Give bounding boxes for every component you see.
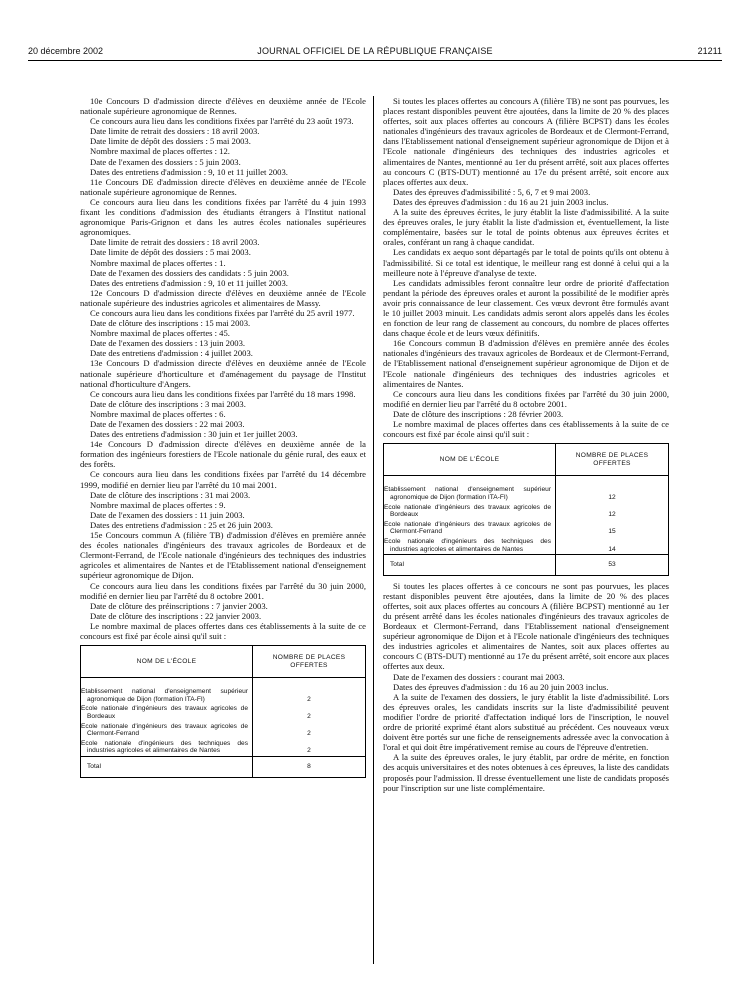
info-line: Date des entretiens d'admission : 4 juillet 2003. — [90, 348, 253, 359]
school-cell: Ecole nationale d'ingénieurs des travaux agricoles de Bordeaux — [384, 503, 556, 520]
paragraph: Le nombre maximal de places offertes dans ces établissements à la suite de ce concours est fixé par école ainsi qu'il suit : — [80, 620, 366, 641]
info-line: Date de clôture des inscriptions : 28 février 2003. — [393, 408, 564, 419]
paragraph: 15e Concours commun A (filière TB) d'admission d'élèves en première année des écoles nationales d'ingénieurs des travaux agricoles de Bordeaux et de Clermont-Ferrand, de l'Ecole nationale d'ingénieurs des techniques des industries agricoles et alimentaires de Nantes et de l'Etablissement national d'enseignement supérieur agronomique de Dijon. — [80, 530, 366, 581]
table-row — [81, 678, 366, 705]
paragraph: 16e Concours commun B d'admission d'élèves en première année des écoles nationales d'ingénieurs des travaux agricoles de Bordeaux et de Clermont-Ferrand, de l'Etablissement national d'enseignement supérieur agronomique de Dijon et de l'Ecole nationale d'ingénieurs des techniques des industries agricoles et alimentaires de Nantes. — [383, 338, 669, 389]
places-cell: 2 — [253, 739, 366, 757]
places-cell: 2 — [253, 704, 366, 721]
page-header — [28, 46, 722, 60]
info-line: Dates des épreuves d'admission : du 16 au 20 juin 2003 inclus. — [393, 681, 609, 692]
info-line: Date de clôture des inscriptions : 15 mai 2003. — [90, 318, 251, 329]
info-line: Dates des entretiens d'admission : 9, 10 et 11 juillet 2003. — [90, 277, 288, 288]
paragraph: A la suite des épreuves écrites, le jury établit la liste d'admissibilité. A la suite des épreuves orales, le jury établit la liste d'admission et, éventuellement, la liste complémentaire, basées sur le total de points obtenus aux épreuves écrites et orales, conférant un rang à chaque candidat. — [383, 207, 669, 248]
info-line: Date limite de dépôt des dossiers : 5 mai 2003. — [90, 136, 251, 147]
paragraph: Ce concours aura lieu dans les conditions fixées par l'arrêté du 30 juin 2000, modifié en dernier lieu par l'arrêté du 8 octobre 2001. — [383, 388, 669, 409]
info-line: Date de clôture des inscriptions : 22 janvier 2003. — [90, 610, 262, 621]
school-cell: Ecole nationale d'ingénieurs des techniques des industries agricoles et alimentaires de Nantes — [81, 739, 253, 757]
info-line: Date de l'examen des dossiers : 11 juin 2003. — [90, 509, 245, 520]
places-cell: 2 — [253, 678, 366, 705]
info-line: Date limite de dépôt des dossiers : 5 mai 2003. — [90, 247, 251, 258]
school-cell: Ecole nationale d'ingénieurs des travaux agricoles de Clermont-Ferrand — [81, 722, 253, 739]
paragraph: Ce concours aura lieu dans les conditions fixées par l'arrêté du 18 mars 1998. — [90, 388, 356, 399]
table-row — [384, 537, 669, 555]
paragraph: Ce concours aura lieu dans les conditions fixées par l'arrêté du 14 décembre 1999, modifié en dernier lieu par l'arrêté du 10 mai 2001. — [80, 469, 366, 490]
table-total-row — [384, 555, 669, 576]
header-rule — [28, 60, 722, 61]
school-cell: Etablissement national d'enseignement supérieur agronomique de Dijon (formation ITA-FI) — [81, 678, 253, 705]
paragraph: A la suite de l'examen des dossiers, le jury établit la liste d'admissibilité. Lors des épreuves orales, les candidats inscrits sur la liste d'admissibilité peuvent modifier l'ordre de priorité d'affectation indiqué lors de l'inscription, le nouvel ordre de priorité exprimé étant alors substitué au précédent. Ces nouveaux vœux doivent être portés sur une fiche de renseignements adressée avec la convocation à l'oral et qui doit être impérativement remise au cours de l'épreuve d'entretien. — [383, 691, 669, 753]
left-column — [80, 96, 366, 783]
places-cell: 14 — [556, 537, 669, 555]
paragraph: 13e Concours D d'admission directe d'élèves en deuxième année de l'Ecole nationale supérieure d'horticulture et d'aménagement du paysage de l'Institut national d'horticulture d'Angers. — [80, 358, 366, 389]
places-cell: 12 — [556, 503, 669, 520]
table-header-row — [384, 444, 669, 476]
paragraph: Ce concours aura lieu dans les conditions fixées par l'arrêté du 4 juin 1993 fixant les conditions d'admission des étudiants étrangers à l'Institut national agronomique Paris-Grignon et dans les autres écoles nationales supérieures agronomiques. — [80, 196, 366, 238]
info-line: Nombre maximal de places offertes : 6. — [90, 408, 226, 419]
info-line: Date de l'examen des dossiers : 13 juin 2003. — [90, 338, 246, 349]
column-header-school: NOM DE L'ÉCOLE — [81, 646, 253, 678]
column-header-places: NOMBRE DE PLACES OFFERTES — [556, 444, 669, 476]
info-line: Dates des épreuves d'admissibilité : 5, 6, 7 et 9 mai 2003. — [393, 186, 591, 197]
journal-title: JOURNAL OFFICIEL DE LA RÉPUBLIQUE FRANÇAISE — [257, 46, 493, 56]
table-total-row — [81, 757, 366, 778]
paragraph: 14e Concours D d'admission directe d'élèves en deuxième année de la formation des ingénieurs forestiers de l'Ecole nationale du génie rural, des eaux et des forêts. — [80, 439, 366, 470]
places-cell: 15 — [556, 520, 669, 537]
page-number: 21211 — [697, 46, 722, 56]
paragraph: Ce concours aura lieu dans les conditions fixées par l'arrêté du 30 juin 2000, modifié en dernier lieu par l'arrêté du 8 octobre 2001. — [80, 580, 366, 601]
total-label: Total — [384, 555, 556, 576]
info-line: Date de l'examen des dossiers : 5 juin 2003. — [90, 156, 241, 167]
info-line: Date de l'examen des dossiers : 22 mai 2003. — [90, 419, 245, 429]
places-table — [80, 645, 366, 778]
table-row — [384, 476, 669, 503]
paragraph: 11e Concours DE d'admission directe d'élèves en deuxième année de l'Ecole nationale supérieure agronomique de Rennes. — [80, 176, 366, 197]
paragraph: Si toutes les places offertes au concours A (filière TB) ne sont pas pourvues, les places restant disponibles peuvent être ajoutées, dans la limite de 20 % des places offertes, soit aux places offertes au concours A (filière BCPST) dans les écoles nationales d'ingénieurs des travaux agricoles de Bordeaux et de Clermont-Ferrand, dans l'Etablissement national d'enseignement supérieur agronomique de Dijon et à l'Ecole nationale d'ingénieurs des techniques des industries agricoles et alimentaires de Nantes, mentionné au 1er du présent arrêté, soit aux places offertes au concours C (BTS-DUT) mentionné au 17e du présent arrêté, soit encore aux places offertes aux deux. — [383, 96, 669, 187]
places-table — [383, 443, 669, 576]
table-header-row — [81, 646, 366, 678]
info-line: Date de l'examen des dossiers des candidats : 5 juin 2003. — [90, 267, 289, 278]
school-cell: Etablissement national d'enseignement supérieur agronomique de Dijon (formation ITA-FI) — [384, 476, 556, 503]
column-header-places: NOMBRE DE PLACES OFFERTES — [253, 646, 366, 678]
paragraph: Le nombre maximal de places offertes dans ces établissements à la suite de ce concours est fixé par école ainsi qu'il suit : — [383, 419, 669, 440]
info-line: Date de clôture des préinscriptions : 7 janvier 2003. — [90, 600, 268, 611]
paragraph: Si toutes les places offertes à ce concours ne sont pas pourvues, les places restant disponibles peuvent être ajoutées, dans la limite de 20 % des places offertes, soit aux places offertes au concours A (filière BCPST) mentionné au 1er du présent arrêté dans les écoles nationales d'ingénieurs des travaux agricoles de Bordeaux et Clermont-Ferrand, dans l'Etablissement national d'enseignement supérieur agronomique de Dijon et à l'Ecole nationale d'ingénieurs des techniques des industries agricoles et alimentaires de Nantes, soit aux places offertes au concours C (BTS-DUT) mentionné au 17e du présent arrêté, soit encore aux places offertes aux deux. — [383, 580, 669, 672]
total-value: 8 — [253, 757, 366, 778]
info-line: Nombre maximal de places offertes : 9. — [90, 499, 226, 510]
info-line: Nombre maximal de places offertes : 45. — [90, 328, 230, 339]
places-cell: 12 — [556, 476, 669, 503]
info-line: Date de l'examen des dossiers : courant mai 2003. — [393, 671, 565, 682]
column-divider — [373, 96, 374, 964]
info-line: Dates des entretiens d'admission : 9, 10 et 11 juillet 2003. — [90, 166, 288, 177]
paragraph: Les candidats admissibles feront connaître leur ordre de priorité d'affectation pendant la période des épreuves orales et auront la possibilité de le modifier après avoir pris connaissance de leur classement. Ces vœux devront être formulés avant le 10 juillet 2003 minuit. Les candidats admis seront alors appelés dans les écoles en fonction de leur rang de classement au concours, du nombre de places offertes dans chaque école et de leurs vœux définitifs. — [383, 277, 669, 339]
info-line: Dates des entretiens d'admission : 30 juin et 1er juillet 2003. — [90, 429, 298, 440]
table-row — [81, 739, 366, 757]
total-value: 53 — [556, 555, 669, 576]
paragraph: 10e Concours D d'admission directe d'élèves en deuxième année de l'Ecole nationale supérieure agronomique de Rennes. — [80, 96, 366, 117]
right-column — [383, 96, 669, 793]
school-cell: Ecole nationale d'ingénieurs des travaux agricoles de Bordeaux — [81, 704, 253, 721]
info-line: Dates des épreuves d'admission : du 16 au 21 juin 2003 inclus. — [393, 196, 609, 207]
paragraph: Ce concours aura lieu dans les conditions fixées par l'arrêté du 23 août 1973. — [90, 116, 354, 127]
info-line: Nombre maximal de places offertes : 12. — [90, 146, 230, 157]
total-label: Total — [81, 757, 253, 778]
school-cell: Ecole nationale d'ingénieurs des techniques des industries agricoles et alimentaires de Nantes — [384, 537, 556, 555]
table-row — [81, 704, 366, 721]
paragraph: A la suite des épreuves orales, le jury établit, par ordre de mérite, en fonction des acquis universitaires et des notes obtenues à ces épreuves, la liste des candidats proposés pour l'admission. Il dresse éventuellement une liste de candidats proposés pour l'inscription sur une liste complémentaire. — [383, 752, 669, 793]
header-date: 20 décembre 2002 — [28, 46, 104, 56]
info-line: Date limite de retrait des dossiers : 18 avril 2003. — [90, 237, 260, 248]
school-cell: Ecole nationale d'ingénieurs des travaux agricoles de Clermont-Ferrand — [384, 520, 556, 537]
info-line: Date limite de retrait des dossiers : 18 avril 2003. — [90, 126, 260, 137]
info-line: Date de clôture des inscriptions : 3 mai 2003. — [90, 398, 246, 409]
paragraph: Ce concours aura lieu dans les conditions fixées par l'arrêté du 25 avril 1977. — [90, 307, 355, 318]
table-row — [81, 722, 366, 739]
paragraph: Les candidats ex aequo sont départagés par le total de points qu'ils ont obtenu à l'admissibilité. Si ce total est identique, le meilleur rang est donné à celui qui a la meilleure note à l'épreuve d'analyse de texte. — [383, 247, 669, 278]
paragraph: 12e Concours D d'admission directe d'élèves en deuxième année de l'Ecole nationale supérieure des industries agricoles et alimentaires de Massy. — [80, 287, 366, 308]
info-line: Date de clôture des inscriptions : 31 mai 2003. — [90, 489, 251, 500]
table-row — [384, 520, 669, 537]
places-cell: 2 — [253, 722, 366, 739]
column-header-school: NOM DE L'ÉCOLE — [384, 444, 556, 476]
table-row — [384, 503, 669, 520]
info-line: Nombre maximal de places offertes : 1. — [90, 257, 226, 268]
info-line: Dates des entretiens d'admission : 25 et 26 juin 2003. — [90, 519, 273, 530]
